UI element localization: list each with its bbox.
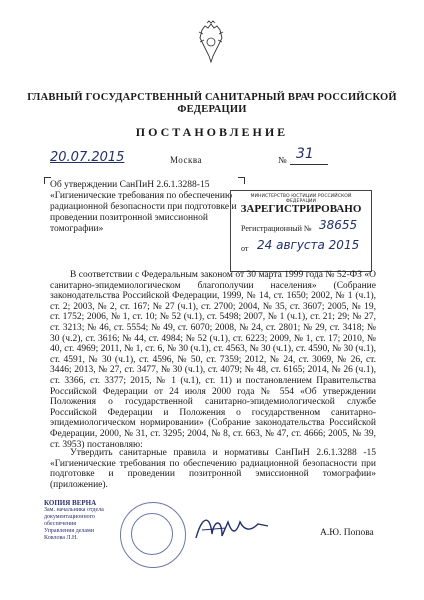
copy-stamp-line-4: Управления делами xyxy=(44,528,95,534)
handwritten-signature xyxy=(192,508,272,548)
body-paragraph-2: Утвердить санитарные правила и нормативы СанПиН 2.6.1.3288 -15 «Гигиенические требования по обеспечению радиационной безопасности при подготовке и проведении позитронной эмиссионной томографии» (приложение). xyxy=(50,448,376,490)
copy-certification-stamp xyxy=(44,500,124,570)
copy-stamp-line-5: Ковлова Л.Н. xyxy=(44,535,78,541)
document-city: Москва xyxy=(170,155,202,165)
stamp-reg-label: Регистрационный № xyxy=(241,224,312,233)
stamp-reg-number: 38655 xyxy=(319,218,358,232)
signer-name: А.Ю. Попова xyxy=(320,528,374,538)
stamp-from-label: от xyxy=(241,244,249,253)
body-paragraph-1: В соответствии с Федеральным законом от 30 марта 1999 года № 52-ФЗ «О санитарно-эпидемиологическом благополучии населения» (Собрание законодательства Российской Федерации, 1999, № 14, ст. 1650; 2002, № 1 (ч.1), ст. 2; 2003, № 2, ст. 167; № 27 (ч.1), ст. 2700; 2004, № 35, ст. 3607; 2005, № 19, ст. 1752; 2006, № 1, ст. 10; № 52 (ч.1), ст. 5498; 2007, № 1 (ч.1), ст. 21; 29; № 27, ст. 3213; № 46, ст. 5554; № 49, ст. 6070; 2008, № 24, ст. 2801; № 29, ст. 3418; № 30 (ч.2), ст. 3616; № 44, ст. 4984; № 52 (ч.1), ст. 6223; 2009, № 1, ст. 17; 2010, № 40, ст. 4969; 2011, № 1, ст. 6, № 30 (ч.1), ст. 4563, № 30 (ч.1), ст. 4590, № 30 (ч.1), ст. 4591, № 30 (ч.1), ст. 4596, № 50, ст. 7359; 2012, № 24, ст. 3069, № 26, ст. 3446; 2013, № 27, ст. 3477, № 30 (ч.1), ст. 4079; № 48, ст. 6165; 2014, № 26 (ч.1), ст. 3366, ст. 3377; 2015, № 1 (ч.1), ст. 11) и постановлением Правительства Российской Федерации от 24 июля 2000 года № 554 «Об утверждении Положения о государственной санитарно-эпидемиологической службе Российской Федерации и Положения о государственном санитарно-эпидемиологическом нормировании» (Собрание законодательства Российской Федерации, 2000, № 31, ст. 3295; 2004, № 8, ст. 663, № 47, ст. 4666; 2005, № 39, ст. 3953) постановляю: xyxy=(50,270,376,450)
copy-stamp-line-2: Зам. начальника отдела xyxy=(44,507,104,513)
copy-stamp-line-1: КОПИЯ ВЕРНА xyxy=(44,499,97,507)
stamp-ministry: МИНИСТЕРСТВО ЮСТИЦИИ РОССИЙСКОЙ ФЕДЕРАЦИИ xyxy=(250,194,352,204)
authority-title: ГЛАВНЫЙ ГОСУДАРСТВЕННЫЙ САНИТАРНЫЙ ВРАЧ РОССИЙСКОЙ ФЕДЕРАЦИИ xyxy=(27,92,397,115)
document-number: 31 xyxy=(296,146,314,162)
number-label: № xyxy=(278,155,287,165)
document-subject: Об утверждении СанПиН 2.6.1.3288-15 «Гигиенические требования по обеспечению радиационной безопасности при подготовке и проведении позитронной эмиссионной томографии» xyxy=(50,180,237,234)
stamp-status: ЗАРЕГИСТРИРОВАНО xyxy=(240,203,362,215)
official-seal xyxy=(120,502,186,568)
document-type: ПОСТАНОВЛЕНИЕ xyxy=(135,125,289,139)
copy-stamp-line-3: документационного обеспечения xyxy=(44,514,95,527)
coat-of-arms-emblem xyxy=(196,20,226,66)
document-date: 20.07.2015 xyxy=(50,150,125,165)
stamp-reg-date: 24 августа 2015 xyxy=(257,238,360,252)
number-underline xyxy=(290,164,328,165)
registration-stamp xyxy=(230,190,372,272)
